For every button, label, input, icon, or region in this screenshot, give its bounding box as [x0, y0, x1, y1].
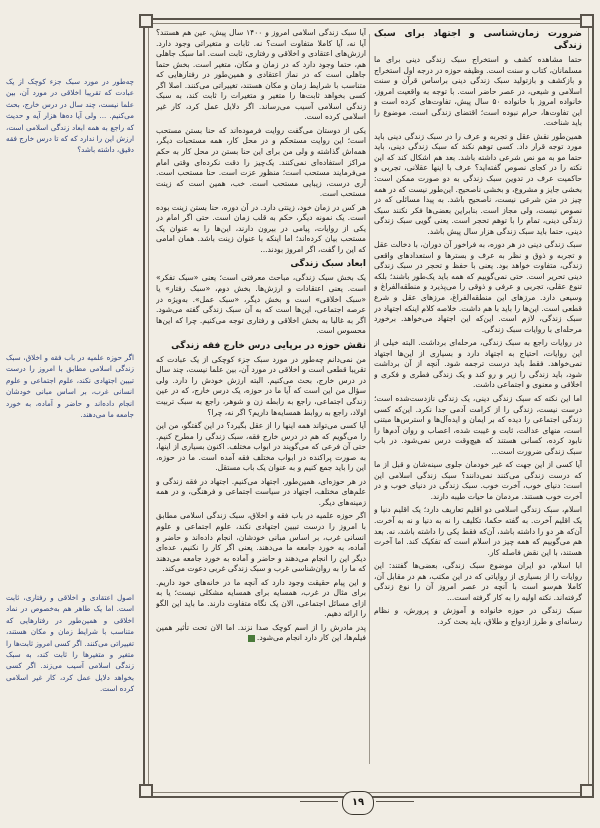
paragraph: ابا اسلام، دو ایران موضوع سبک زندگی، بعضی‌ها گفتند: این روایات را از بسیاری از روایاتی که در این مکتب، هم در مقابل آن، کاملا هم‌سو است با آنچه در عصر امروز آن را نوع زندگی گرفته‌اند. نکته اولیه را به کار گرفته است... [374, 561, 582, 602]
pull-quote: اصول اعتقادی و اخلاقی و رفتاری، ثابت است. اما یک طاهر هم به‌خصوص در نماد اخلاقی و همین‌طور در رفتارهایی که متناسب با شرایط زمان و مکان هستند، تغییراتی می‌کنند. اگر کسی امروز ثابت‌ها را متغیر و متغیرها را ثابت کند، به سبک زندگی اسلامی آسیب می‌زند. اگر کسی بخواهد دلایل عمل کرد، کار غیر اسلامی کرده است. [6, 593, 134, 694]
page-number: ١٩ [342, 791, 374, 815]
paragraph: آیا سبک زندگی اسلامی امروز و ۱۴۰۰ سال پیش، عین هم هستند؟ آیا نه، آیا کاملا متفاوت است؟ نه. ثابات و متغیراتی وجود دارد. ارزش‌های اعتقادی و اخلاقی و رفتاری، ثابت است. اما سبک جاهلی هم، حتما وجود دارد که در زمان و مکان، متغیر است. بخش حتما جاهلی است که در نماز اعتقادی و همین‌طور در رفتارهایی که متناسب با شرایط زمان و مکان هستند، تغییراتی می‌کنند. اصلا اگر کسی بخواهد ثابت‌ها را متغیر و متغیرات را ثابت کند، به سبک زندگی اسلامی آسیب می‌رساند. اگر دلایل عمل کرد، کار غیر اسلامی کرده است. [156, 28, 366, 122]
paragraph: یک بخش سبک زندگی، مباحث معرفتی است؛ یعنی «سبک تفکر» است. یعنی اعتقادات و ارزش‌ها. بخش دوم، «سبک رفتار» یا «سبک اخلاقی» است و بخش دیگر، «سبک عمل». به‌ویژه در عرصه اجتماعی، این‌ها است که به آن سبک زندگی گفته می‌شود. اگر به غالبا به بخش اخلاقی و رفتاری توجه می‌کنیم. چرا که این‌ها محسوس است. [156, 273, 366, 336]
paragraph: حتما مشاهده کشف و استخراج سبک زندگی دینی برای ما مسلمانان، کتاب و سنت است. وظیفه حوزه در درجه اول استخراج و بازکشف و بازتولید سبک زندگی دینی براساس قرآن و سنت اسلامی و شیعی، در عصر حاضر است. با توجه به واقعیت امروز، خانواده امروز با خانواده ۵۰ سال پیش، تفاوت‌های کرده است و این تفاوت‌ها، حرام نبوده است؛ اقتضای زندگی است. موضوع را باید شناخت. [374, 55, 582, 128]
paragraph: همین‌طور نقش عقل و تجربه و عرف را در سبک زندگی دینی باید مورد توجه قرار داد. کسی توهم نکند که سبک زندگی دینی، باید حتما مو به مو نص شرعی داشته باشد. بعد هم اشکال کند که این نکته را در کجای نصوص گفته‌اید؟ عرف با اینها عقلانی، تجربی و حاکمیت عرف در تدوین سبک زندگی به دو صورت ممکن است: بخشی جایز و مشروع، و بخشی ناصحیح. این‌طور نیست که در همه چیز در متن شرعی نیست، ناصحیح باشد. به پیدا مسائلی که در نصوص نیست، ولی مجاز است. بنابراین بعضی‌ها فکر نکنند سبک زندگی دینی، تمام را با توهم تحجر است. یعنی گویی سبک زندگی دینی، حتما باید سبک زندگی هزار سال پیش باشد. [374, 131, 582, 236]
paragraph: هر کس در زمان خود، زینتی دارد. در آن دوره، حنا بستن زینت بوده است. یک نمونه دیگر، حکم به قلب زمان است. حتی اگر امام در یکی از روایات، پیامی در بیرون دارند، این‌ها را به عنوان یک مستحب بیان کرده‌اند؛ اما اینکه با عنوان زینت باشد. همان امامی که این را گفت، اگر امروز بودند... [156, 202, 366, 254]
section-heading: ابعاد سبک زندگی [290, 259, 366, 270]
paragraph: اما این نکته که سبک زندگی دینی، یک زندگی نازدست‌شده است؛ درست نیست، زندگی را از کرامت آدمی جدا نکرد. این‌که کسی زندگی اجتماعی را دیده که بر ایمان و ایده‌آل‌ها و استرس‌ها مبتنی است، منهای عدالت، ثابت و غیبت شده، اعصاب و روان آدم‌ها را نابود کرده، کسانی هستند که هیچ‌وقت درس نمی‌شود. در باب سبک زندگی ضرورت است... [374, 393, 582, 456]
frame-corner-ornament [580, 14, 594, 28]
paragraph: سبک زندگی دینی در هر دوره، به فراخور آن دوران، با دخالت عقل و تجربه و ذوق و نظر به عرف و بسترها و استعدادهای واقعی زندگی، متفاوت خواهد بود. یعنی با حفظ و تحجر در سبک زندگی دینی تحریر است. حتی نمی‌گوییم که همه باید یک‌طور باشند؛ بلکه تنوع عقلی، تجربی و عرفی و ذوقی را می‌پذیرد و منطقه‌الفراغ و وسیعی دارد. مرزهای این منطقه‌الفراغ، مرزهای عقل و شرع قطعی است. این‌ها را باید با هم داشت. خلاصه کلام اینکه اجتهاد در سبک زندگی، لازم است. این‌که این اجتهاد می‌خواهد. برخورد مرحله‌ای با روایات سبک زندگی. [374, 240, 582, 334]
article-column-right [374, 28, 582, 776]
column-separator [369, 34, 370, 764]
frame-corner-ornament [580, 784, 594, 798]
pull-quote: چه‌طور در مورد سبک جزء کوچک از یک عبادت که تقریبا اخلاقی در مورد آن، بین علما نیست، چند سال در درس خارج، بحث می‌کنیم. ... ولی آیا ده‌ها هزار آیه و حدیث که راجع به همه ابعاد زندگی اسلامی است، ارزش این را ندارد که که تا درس خارج فقه دقیق، داشته باشد؟ [6, 77, 134, 155]
frame-corner-ornament [139, 14, 153, 28]
paragraph-text: پدر مادرش را از اسم کوچک صدا نزند. اما الان تحت تأثیر همین فیلم‌ها، این کار دارد انجام می‌شود. [156, 622, 366, 643]
page-number-ornament [300, 801, 338, 802]
paragraph: آیا کسی می‌تواند همه اینها را از عقل بگیرد؟ در این گفتگو، من این را می‌گویم که هم در درس خارج فقه، سبک زندگی را مطرح کنیم. حتی آن فرعی که می‌گویند در ابواب مختلف. اکنون بسیاری از اینها، به صورت پراکنده در ابواب مختلف فقه آمده است. ما در حوزه، این را باید جمع کنیم و به عنوان یک باب مستقل. [156, 421, 366, 473]
section-heading: نقش حوزه در برپایی درس خارج فقه زندگی [171, 340, 366, 351]
paragraph: و این پیام حقیقت وجود دارد که آنچه ما در خانه‌های خود داریم. برای مثال در غرب، همسایه برای همسایه مشکلی نیست؛ یا به ازای مسائل اجتماعی، الان یک نگاه متفاوت دارند. ما باید این الگو را ارائه دهیم. [156, 577, 366, 619]
paragraph [156, 623, 366, 644]
end-mark-icon [248, 635, 255, 642]
paragraph: آیا کسی از این جهت که غیر خودمان جلوی سینه‌شان و قبل از ما که درست زندگی می‌کنند نمی‌دانند؟ سبک زندگی اسلامی این است: دنیای خوب، آخرت خوب. سبک زندگی در دنیای خوب و در آخرت خوب هستند. مردمان ما حیات طیبه دارند. [374, 460, 582, 501]
article-column-middle [156, 28, 366, 776]
paragraph: اگر حوزه علمیه در باب فقه و اخلاق، سبک زندگی اسلامی مطابق با امروز را درست تبیین اجتهادی نکند، علوم اجتماعی و علوم انسانی غرب، بر اساس مبانی خودشان، انجام داده‌اند و حاضر و آماده، به خورد جامعه ما می‌دهند. یعنی اگر کار را نکنیم، عده‌ای دیگر این را انجام می‌دهند و حاضر و آماده به خورد جامعه می‌دهند که ما را به روان‌شناسی غرب و سبک زندگی غربی دعوت می‌کند. [156, 511, 366, 574]
section-heading: ضرورت زمان‌شناسی و اجتهاد برای سبک زندگی [374, 29, 582, 51]
paragraph: اسلام، سبک زندگی اسلامی دو اقلیم تعاریف دارد؛ یک اقلیم دنیا و یک اقلیم آخرت. به گفته حکما، تکلیف را نه به دنیا و نه به آخرت. آن‌که هر دو را داشته باشد، آن‌که فقط یکی را داشته باشد، نه. بعد هم می‌گوییم که همه چیز در اسلام است که تفکیک کند. اما آخرت هستند، با این نقض فاصله کار. [374, 505, 582, 557]
frame-corner-ornament [139, 784, 153, 798]
paragraph: در هر حوزه‌ای، همین‌طور. اجتهاد می‌کنیم. اجتهاد در فقه زندگی و علم‌های مختلف، اجتهاد در سیاست اجتماعی و فرهنگی، و در همه زمینه‌های دیگر. [156, 476, 366, 507]
page-number-ornament [376, 801, 414, 802]
paragraph: یکی از دوستان می‌گفت روایت فرموده‌اند که حنا بستن مستحب است؛ این روایت مستحکم و در محل کار، همه مستحبات دیگر، همه‌اش گذاشته و ولی من برای این حنا بستن در محل کار به حکم مراکز استفاده‌ای نمی‌کنند. یک‌چیز را دقت نکرده‌ای وقتی امام می‌فرمایند مستحب است؛ منظور عزت است. حنا مستحب است. آری درست، زیبایی مستحب است. خب، همین است که زینت مستحب است. [156, 125, 366, 199]
paragraph: سبک زندگی در حوزه خانواده و آموزش و پرورش، و نظام رسانه‌ای و طرز ازدواج و طلاق، باید بحث کرد. [374, 606, 582, 626]
paragraph: من نمی‌دانم چه‌طور در مورد سبک جزء کوچکی از یک عبادت که تقریبا قطعی است و اخلاقی در مورد آن، بین علما نیست، چند سال در درس خارج، بحث می‌کنیم. البته ارزش خودش را دارد. ولی سؤال من این است که آیا ما در حوزه، یک درس خارج، که در عین زندگی اجتماعی، راجع به رابطه زن و شوهر، راجع به سبک تربیت اولاد، راجع به روابط همسایه‌ها داریم؟ اگر نه، چرا؟ [156, 354, 366, 417]
pull-quote: اگر حوزه علمیه در باب فقه و اخلاق، سبک زندگی اسلامی مطابق با امروز را درست تبیین اجتهادی نکند، علوم اجتماعی و علوم انسانی غرب، بر اساس مبانی خودشان انجام داده‌اند و حاضر و آماده، به خورد جامعه ما می‌دهند. [6, 353, 134, 420]
paragraph: در روایات راجع به سبک زندگی، مرحله‌ای برداشت. البته خیلی از این روایات، احتیاج به اجتهاد دارد و بسیاری از این‌ها اجتهاد نمی‌خواهد. فقط باید درست ترجمه شود. آنچه از آن برداشت شود، باید زندگی را زیر و رو کند و یک زندگی فطری و فکری و اخلاقی و معنوی و اجتماعی داشت. [374, 338, 582, 390]
